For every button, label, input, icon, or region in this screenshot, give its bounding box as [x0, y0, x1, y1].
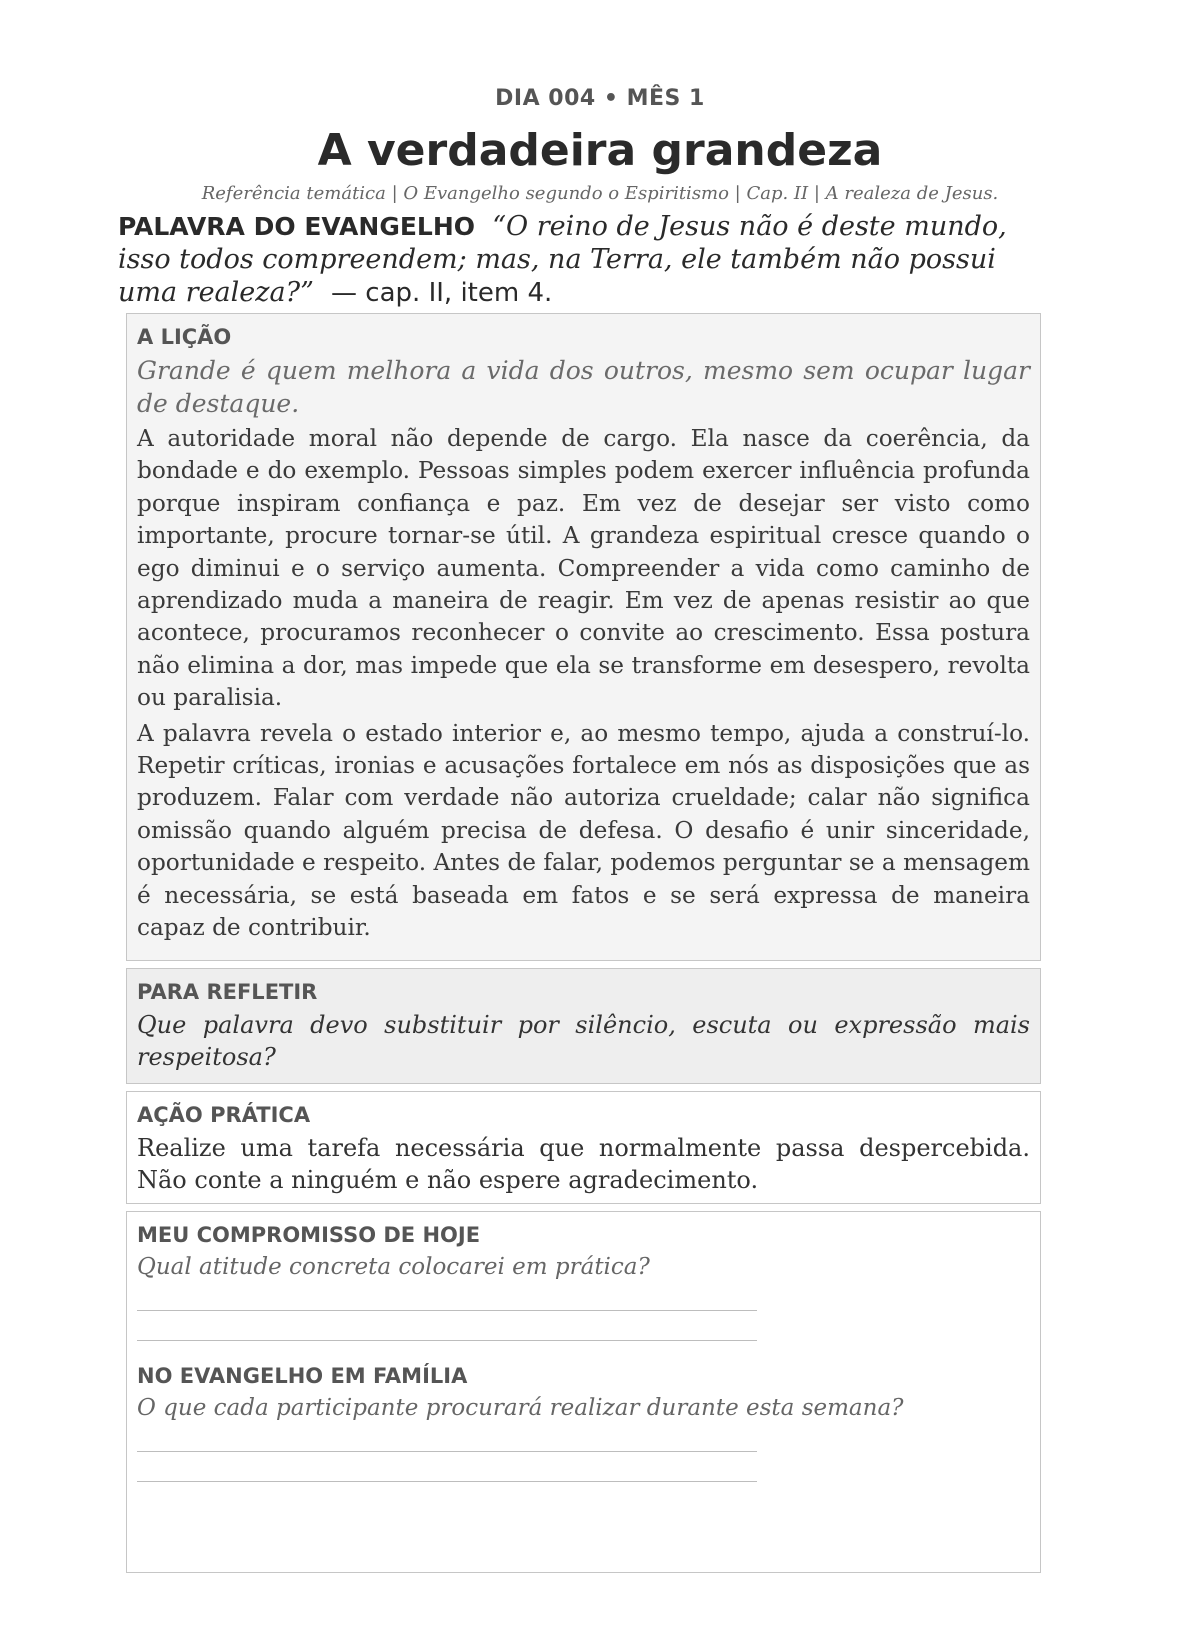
commitment-heading: MEU COMPROMISSO DE HOJE — [137, 1223, 481, 1247]
commitment-write-line[interactable] — [137, 1310, 757, 1311]
lesson-heading: A LIÇÃO — [137, 325, 232, 349]
lesson-lead: Grande é quem melhora a vida dos outros, mesmo sem ocupar lugar de destaque. — [137, 356, 1030, 418]
gospel-word — [118, 210, 1048, 310]
action-heading: AÇÃO PRÁTICA — [137, 1103, 311, 1127]
action-box — [126, 1091, 1041, 1204]
family-write-line[interactable] — [137, 1481, 757, 1482]
reflect-question: Que palavra devo substituir por silêncio, escuta ou expressão mais respeitosa? — [137, 1011, 1030, 1071]
lesson-box — [126, 313, 1041, 961]
thematic-reference: Referência temática | O Evangelho segundo o Espiritismo | Cap. II | A realeza de Jesus. — [201, 183, 999, 204]
commitment-question: Qual atitude concreta colocarei em prática? — [137, 1254, 650, 1280]
family-write-line[interactable] — [137, 1451, 757, 1452]
lesson-paragraph: A autoridade moral não depende de cargo. Ela nasce da coerência, da bondade e do exemplo. Pessoas simples podem exercer influência profunda porque inspiram confiança e paz. Em vez de desejar ser visto como importante, procure tornar-se útil. A grandeza espiritual cresce quando o ego diminui e o serviço aumenta. Compreender a vida como caminho de aprendizado muda a maneira de reagir. Em vez de apenas resistir ao que acontece, procuramos reconhecer o convite ao crescimento. Essa postura não elimina a dor, mas impede que ela se transforme em desespero, revolta ou paralisia. — [137, 425, 1030, 712]
family-heading: NO EVANGELHO EM FAMÍLIA — [137, 1364, 468, 1388]
day-month-label: DIA 004 • MÊS 1 — [495, 86, 705, 111]
family-question: O que cada participante procurará realizar durante esta semana? — [137, 1395, 904, 1421]
reflect-box — [126, 968, 1041, 1084]
gospel-quote: “O reino de Jesus não é deste mundo, isso todos compreendem; mas, na Terra, ele também não possui uma realeza?” — [118, 211, 1007, 308]
gospel-citation: — cap. II, item 4. — [331, 278, 553, 308]
gospel-label: PALAVRA DO EVANGELHO — [118, 212, 476, 241]
page-title: A verdadeira grandeza — [317, 125, 883, 176]
action-text: Realize uma tarefa necessária que normalmente passa despercebida. Não conte a ninguém e não espere agradecimento. — [137, 1134, 1030, 1194]
commitment-write-line[interactable] — [137, 1340, 757, 1341]
lesson-paragraph: A palavra revela o estado interior e, ao mesmo tempo, ajuda a construí-lo. Repetir críticas, ironias e acusações fortalece em nós as disposições que as produzem. Falar com verdade não autoriza crueldade; calar não significa omissão quando alguém precisa de defesa. O desafio é unir sinceridade, oportunidade e respeito. Antes de falar, podemos perguntar se a mensagem é necessária, se está baseada em fatos e se será expressa de maneira capaz de contribuir. — [137, 719, 1030, 942]
commitment-box — [126, 1211, 1041, 1573]
reflect-heading: PARA REFLETIR — [137, 980, 318, 1004]
